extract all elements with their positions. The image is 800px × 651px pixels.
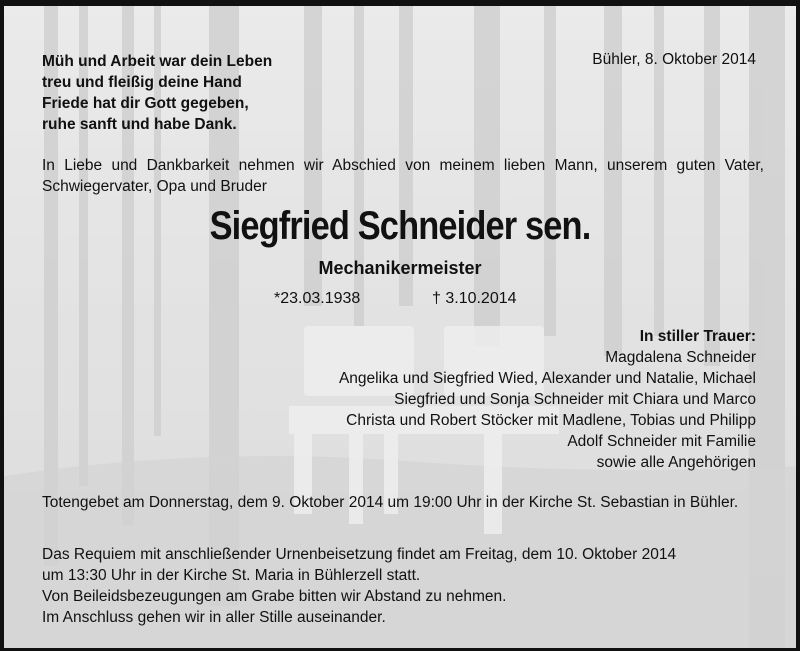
requiem-line: Im Anschluss gehen wir in aller Stille auseinander. <box>42 609 386 626</box>
birth-date: *23.03.1938 <box>274 290 361 307</box>
mourner-line: Christa und Robert Stöcker mit Madlene, Tobias und Philipp <box>346 412 756 429</box>
poem-line: ruhe sanft und habe Dank. <box>42 116 237 133</box>
requiem-line: um 13:30 Uhr in der Kirche St. Maria in Bühlerzell statt. <box>42 567 421 584</box>
requiem-line: Das Requiem mit anschließender Urnenbeisetzung findet am Freitag, dem 10. Oktober 2014 <box>42 546 677 563</box>
requiem-info <box>42 544 764 628</box>
deceased-name: Siegfried Schneider sen. <box>209 204 591 248</box>
mourner-line: Siegfried und Sonja Schneider mit Chiara und Marco <box>394 391 756 408</box>
mourners-heading: In stiller Trauer: <box>639 328 756 345</box>
profession: Mechanikermeister <box>318 258 482 278</box>
poem-line: Müh und Arbeit war dein Leben <box>42 53 273 70</box>
mourner-line: sowie alle Angehörigen <box>596 454 756 471</box>
mourner-line: Adolf Schneider mit Familie <box>567 433 756 450</box>
prayer-info: Totengebet am Donnerstag, dem 9. Oktober 2014 um 19:00 Uhr in der Kirche St. Sebastian in Bühler. <box>42 494 739 511</box>
poem-line: treu und fleißig deine Hand <box>42 74 242 91</box>
poem-line: Friede hat dir Gott gegeben, <box>42 95 249 112</box>
mourner-line: Angelika und Siegfried Wied, Alexander und Natalie, Michael <box>338 370 756 387</box>
death-date: † 3.10.2014 <box>432 290 517 307</box>
mourners-list <box>339 326 756 473</box>
requiem-line: Von Beileidsbezeugungen am Grabe bitten wir Abstand zu nehmen. <box>42 588 507 605</box>
poem <box>42 51 272 135</box>
place-date: Bühler, 8. Oktober 2014 <box>592 51 756 68</box>
mourner-line: Magdalena Schneider <box>605 349 756 366</box>
intro-text: In Liebe und Dankbarkeit nehmen wir Abschied von meinem lieben Mann, unserem guten Vater, Schwiegervater, Opa und Bruder <box>42 157 764 195</box>
